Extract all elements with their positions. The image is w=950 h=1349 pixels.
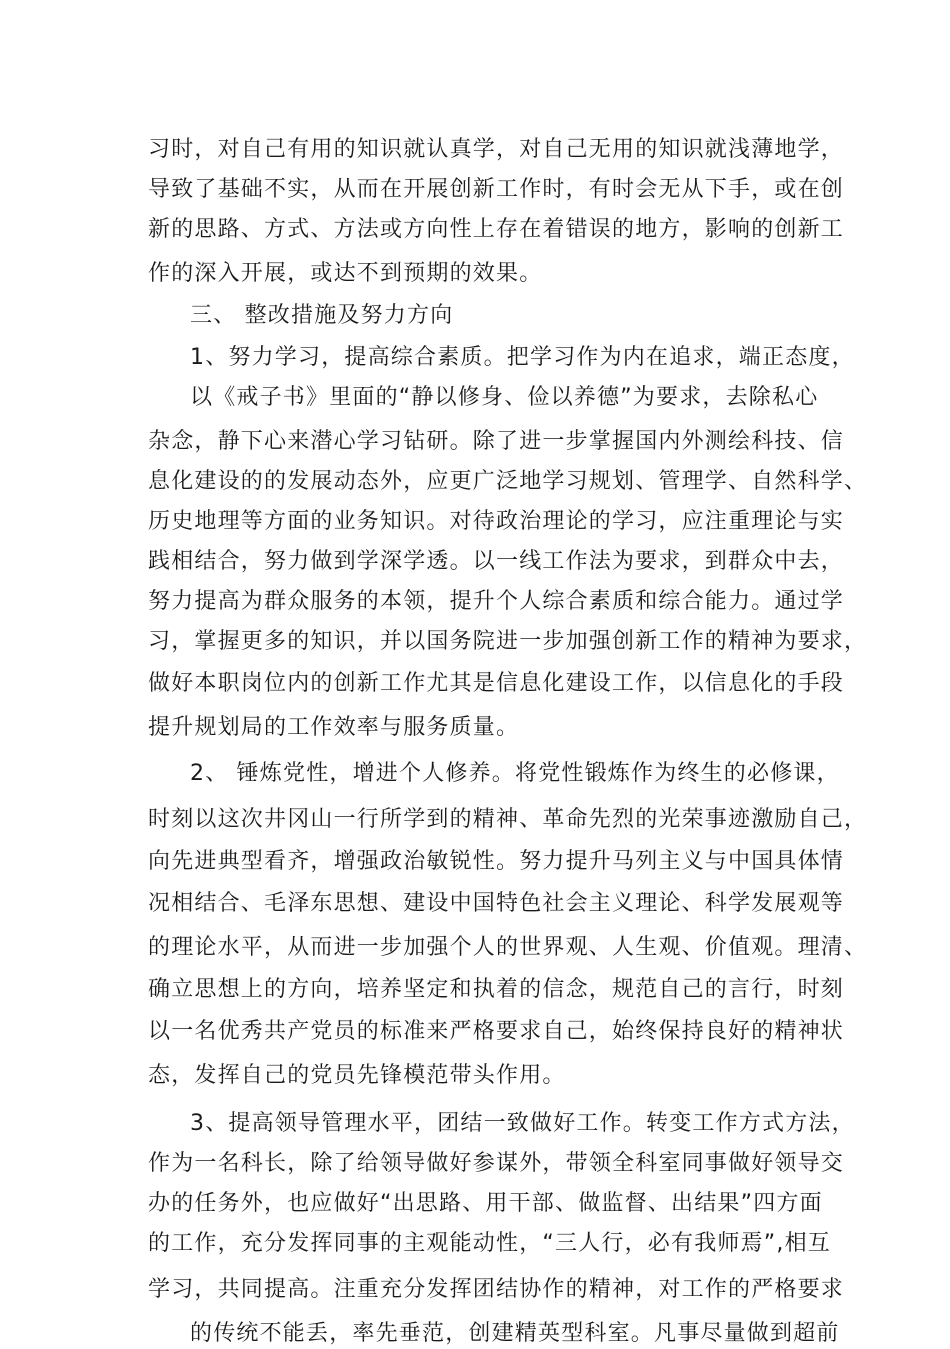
text-line: 以一名优秀共产党员的标准来严格要求自己，始终保持良好的精神状 xyxy=(148,1019,845,1044)
text-line: 做好本职岗位内的创新工作尤其是信息化建设工作，以信息化的手段 xyxy=(148,671,845,696)
text-line: 确立思想上的方向，培养坚定和执着的信念，规范自己的言行，时刻 xyxy=(148,977,845,1002)
text-line: 态，发挥自己的党员先锋模范带头作用。 xyxy=(148,1063,566,1088)
text-line: 杂念，静下心来潜心学习钻研。除了进一步掌握国内外测绘科技、信 xyxy=(148,429,845,454)
text-line: 学习，共同提高。注重充分发挥团结协作的精神，对工作的严格要求 xyxy=(148,1277,845,1302)
text-line: 的传统不能丢，率先垂范，创建精英型科室。凡事尽量做到超前 xyxy=(190,1321,840,1346)
text-line: 3、提高领导管理水平，团结一致做好工作。转变工作方式方法， xyxy=(190,1111,855,1136)
section-heading: 三、 整改措施及努力方向 xyxy=(190,303,454,328)
text-line: 新的思路、方式、方法或方向性上存在着错误的地方，影响的创新工 xyxy=(148,217,845,242)
text-line: 办的任务外，也应做好“出思路、用干部、做监督、出结果”四方面 xyxy=(148,1191,823,1216)
text-line: 作的深入开展，或达不到预期的效果。 xyxy=(148,261,543,286)
text-line: 努力提高为群众服务的本领，提升个人综合素质和综合能力。通过学 xyxy=(148,589,845,614)
text-line: 2、 锤炼党性，增进个人修养。将党性锻炼作为终生的必修课， xyxy=(190,761,840,786)
text-line: 历史地理等方面的业务知识。对待政治理论的学习，应注重理论与实 xyxy=(148,509,845,534)
text-line: 作为一名科长，除了给领导做好参谋外，带领全科室同事做好领导交 xyxy=(148,1151,845,1176)
text-line: 时刻以这次井冈山一行所学到的精神、革命先烈的光荣事迹激励自己， xyxy=(148,807,868,832)
text-line: 习时，对自己有用的知识就认真学，对自己无用的知识就浅薄地学， xyxy=(148,137,845,162)
text-line: 况相结合、毛泽东思想、建设中国特色社会主义理论、科学发展观等 xyxy=(148,891,845,916)
text-line: 以《戒子书》里面的“静以修身、俭以养德”为要求，去除私心 xyxy=(190,385,819,410)
text-line: 导致了基础不实，从而在开展创新工作时，有时会无从下手，或在创 xyxy=(148,177,845,202)
text-line: 习，掌握更多的知识，并以国务院进一步加强创新工作的精神为要求， xyxy=(148,629,868,654)
text-line: 践相结合，努力做到学深学透。以一线工作法为要求，到群众中去， xyxy=(148,549,845,574)
text-line: 1、努力学习，提高综合素质。把学习作为内在追求，端正态度， xyxy=(190,345,855,370)
text-line: 息化建设的的发展动态外，应更广泛地学习规划、管理学、自然科学、 xyxy=(148,469,868,494)
text-line: 提升规划局的工作效率与服务质量。 xyxy=(148,715,520,740)
text-line: 向先进典型看齐，增强政治敏锐性。努力提升马列主义与中国具体情 xyxy=(148,849,845,874)
text-line: 的工作，充分发挥同事的主观能动性，“三人行，必有我师焉”,相互 xyxy=(148,1231,831,1256)
text-line: 的理论水平，从而进一步加强个人的世界观、人生观、价值观。理清、 xyxy=(148,935,868,960)
